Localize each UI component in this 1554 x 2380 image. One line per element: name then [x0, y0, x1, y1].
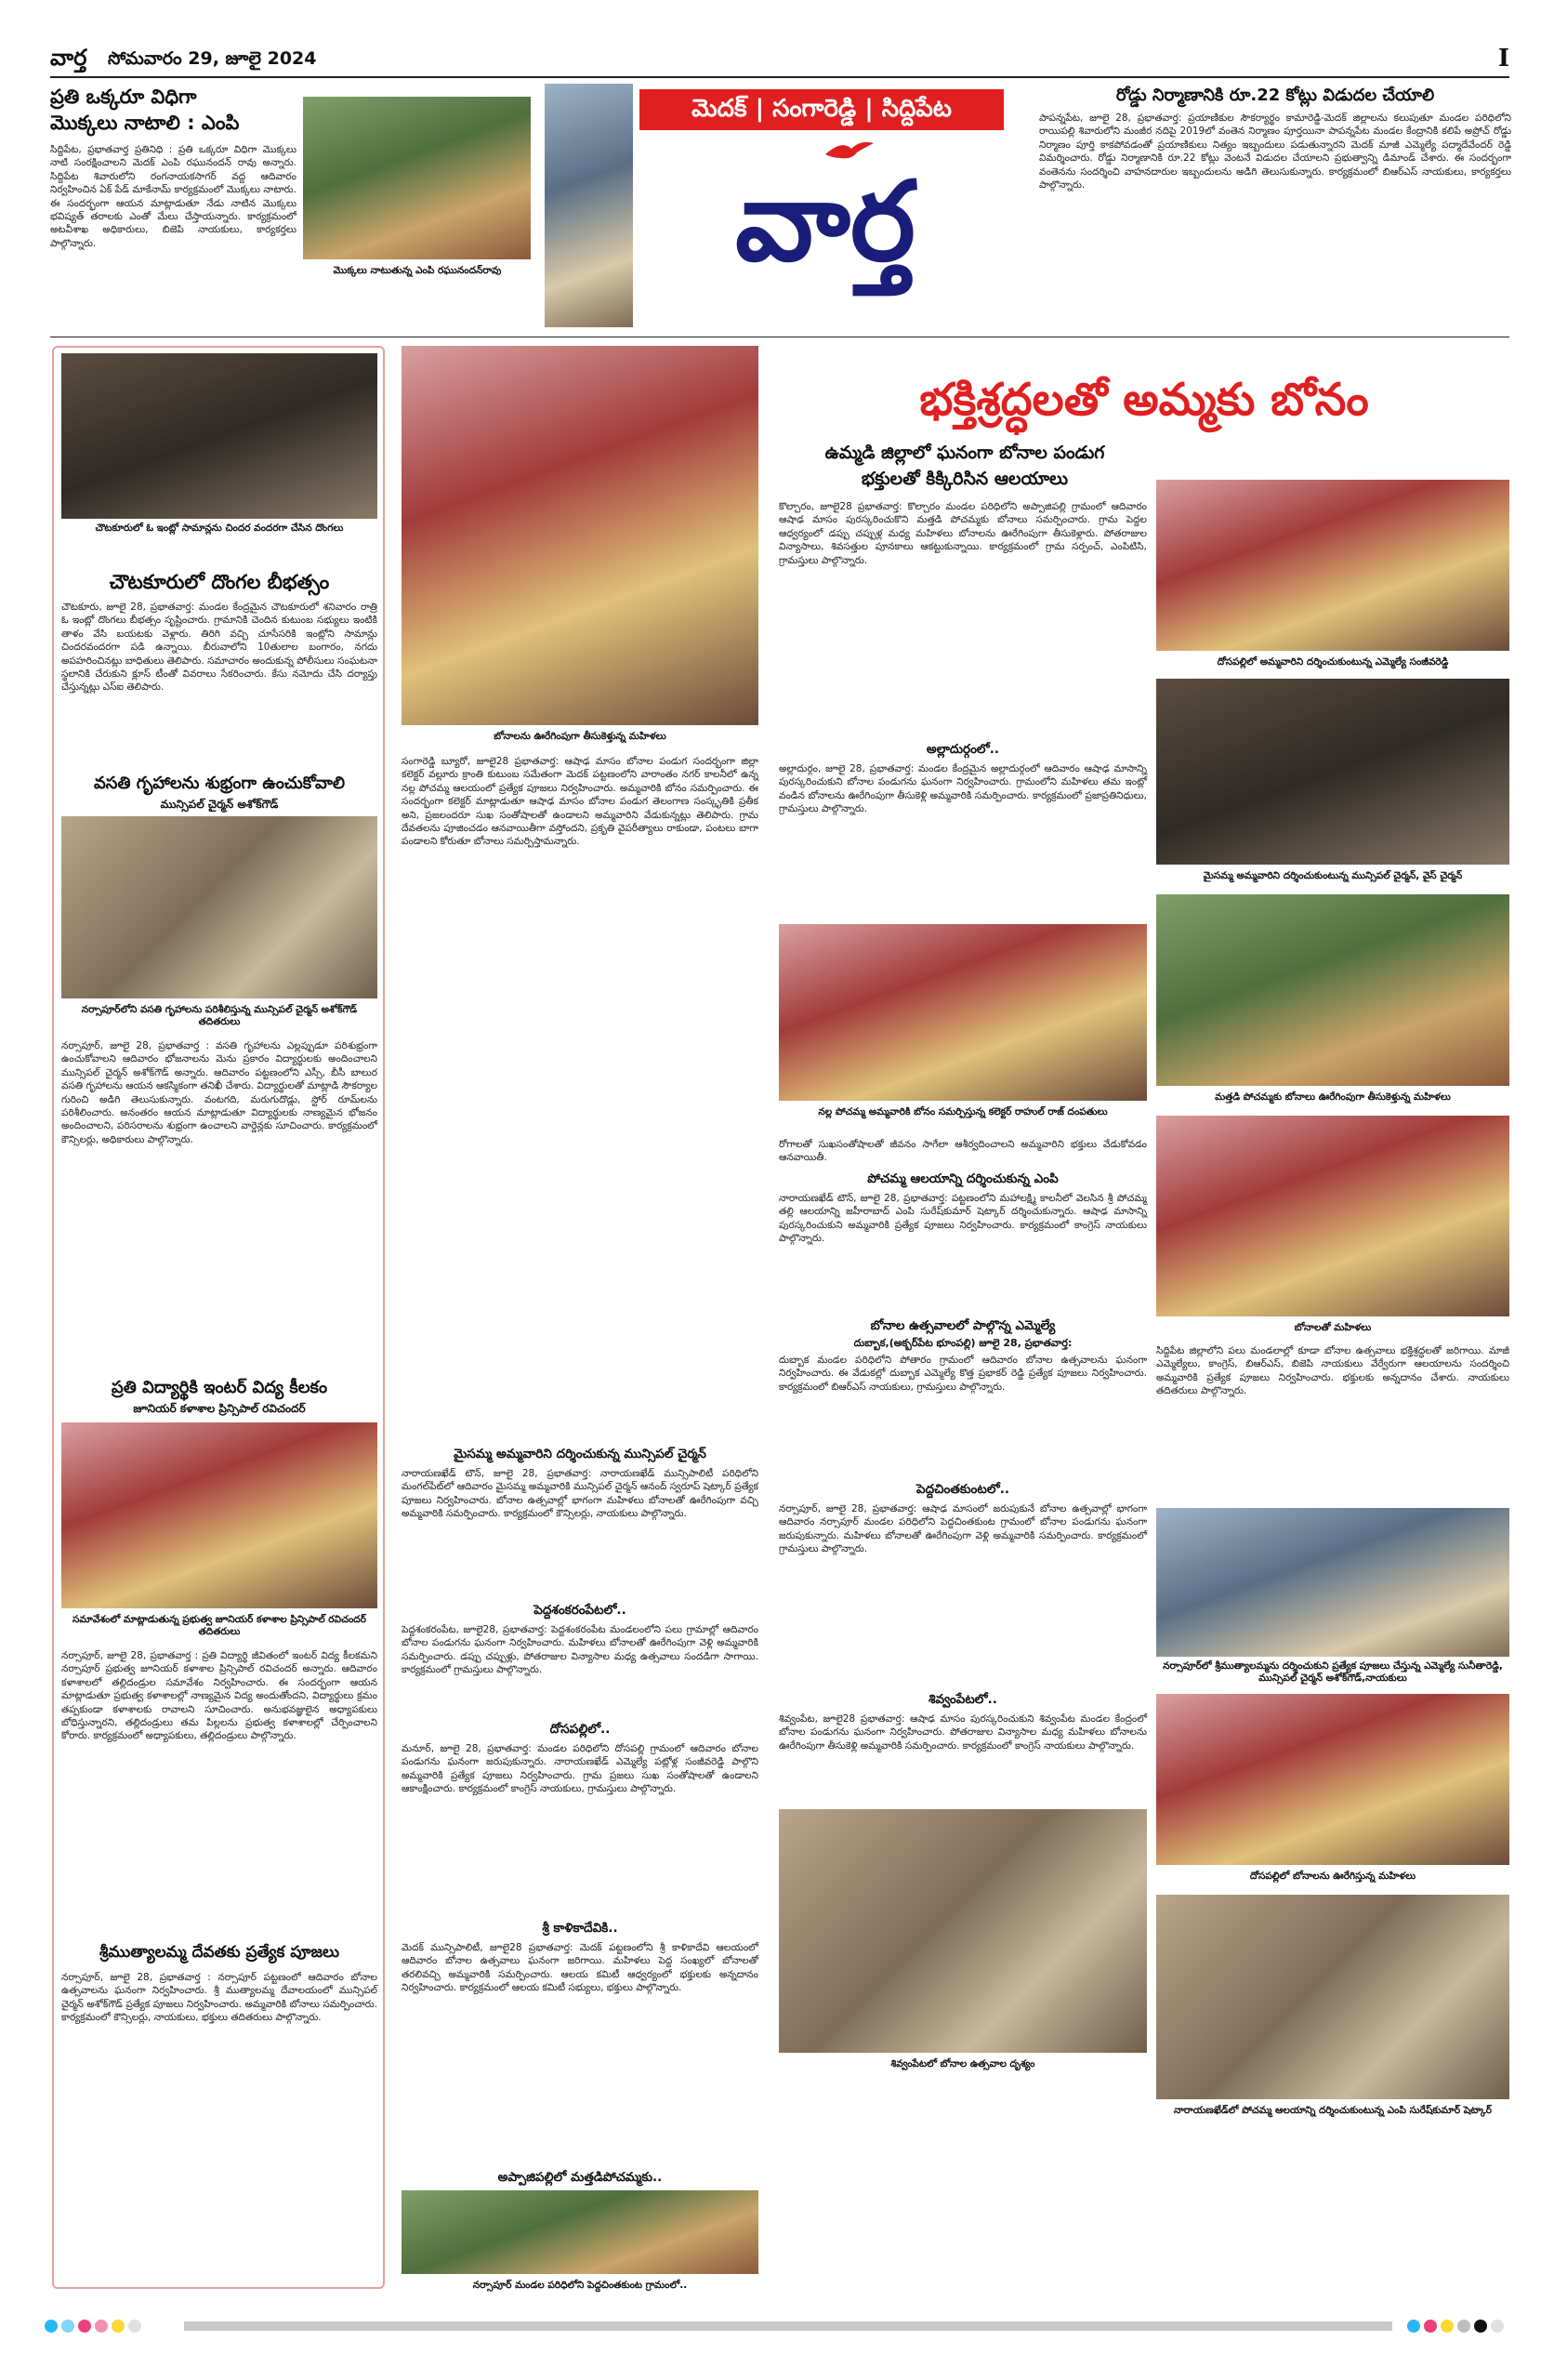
district-band	[639, 89, 1004, 130]
district-masthead	[545, 84, 1007, 327]
head-burglary: చౌటకూరులో దొంగల బీభత్సం	[109, 571, 330, 593]
reg-dot-yellow-r	[1441, 2320, 1454, 2333]
photo-inter	[61, 1422, 377, 1608]
photo-maisamma	[1156, 679, 1509, 865]
story-plant-trees	[50, 86, 533, 327]
photo-muthyalamma-mla	[1156, 1508, 1509, 1657]
body-kalikadevi: మెదక్ మున్సిపాలిటీ, జూలై28 ప్రభాతవార్త: మెదక్ పట్టణంలోని శ్రీ కాళికాదేవి ఆలయంలో ఆదివారం బోనాల ఉత్సవాలు ఘనంగా జరిగాయి. మహిళలు పెద్ద సంఖ్యలో బోనాలతో తరలివచ్చి అమ్మవారికి సమర్పించారు. ఆలయ కమిటీ ఆధ్వర్యంలో భక్తులకు అన్నదానం నిర్వహించారు. కార్యక్రమంలో ఆలయ కమిటీ సభ్యులు, భక్తులు పాల్గొన్నారు.	[402, 1942, 758, 1994]
head-muthyalamma: శ్రీముత్యాలమ్మ దేవతకు ప్రత్యేక పూజలు	[99, 1943, 339, 1962]
reg-gray-band	[184, 2321, 1392, 2331]
head-mp-visit: పోచమ్మ ఆలయాన్ని దర్శించుకున్న ఎంపి	[867, 1171, 1059, 1186]
body-peddashankarampet: పెద్దశంకరంపేట, జూలై28, ప్రభాతవార్త: పెద్దశంకరంపేట మండలంలోని పలు గ్రామాల్లో ఆదివారం బోనాల పండుగను ఘనంగా నిర్వహించారు. మహిళలు బోనాలతో ఊరేగింపుగా వెళ్లి అమ్మవారికి సమర్పించారు. డప్పు చప్పుళ్లు, పోతరాజుల విన్యాసాల మధ్య ఉత్సవాలు సందడిగా సాగాయి. కార్యక్రమంలో గ్రామస్తులు పాల్గొన్నారు.	[402, 1624, 758, 1676]
head-dosapalli: దోసపల్లిలో..	[549, 1722, 611, 1737]
photo-hostels	[61, 816, 377, 998]
print-registration-bar	[45, 2317, 1513, 2335]
photo1-caption: దోసపల్లిలో అమ్మవారిని దర్శించుకుంటున్న ఎమ్మెల్యే సంజీవరెడ్డి	[1217, 656, 1449, 668]
photo-mla-dosapalli	[1156, 480, 1509, 651]
photo-women-bonalu	[1156, 1116, 1509, 1316]
body-mp-visit: నారాయణఖేడ్ టౌన్, జూలై 28, ప్రభాతవార్త: పట్టణంలోని మహాలక్ష్మి కాలనీలో వెలసిన శ్రీ పోచమ్మ తల్లి ఆలయాన్ని జహీరాబాద్ ఎంపి సురేష్‌కుమార్ షెట్కార్ దర్శించుకున్నారు. ఆషాఢ మాసాన్ని పురస్కరించుకుని అమ్మవారికి ప్రత్యేక పూజలు నిర్వహించారు. కార్యక్రమంలో కాంగ్రెస్ నాయకులు పాల్గొన్నారు.	[779, 1193, 1147, 1245]
reg-dot-pink	[95, 2320, 108, 2333]
body-shivvampet: శివ్వంపేట, జూలై28 ప్రభాతవార్త: ఆషాఢ మాసం పురస్కరించుకుని శివ్వంపేట మండల కేంద్రంలో బోనాల పండుగను ఘనంగా నిర్వహించారు. పోతరాజుల విన్యాసాల మధ్య మహిళలు బోనాలను ఊరేగింపుగా తీసుకెళ్లి అమ్మవారికి సమర్పించారు. కార్యక్రమంలో కాంగ్రెస్ నాయకులు పాల్గొన్నారు.	[779, 1713, 1147, 1752]
body-kolcharam: కొల్చారం, జూలై28 ప్రభాతవార్త: కొల్చారం మండల పరిధిలోని అప్పాజిపల్లి గ్రామంలో ఆదివారం ఆషాఢ మాసం పురస్కరించుకొని మత్తడి పోచమ్మకు బోనాలు సమర్పించారు. గ్రామ పెద్దల ఆధ్వర్యంలో డప్పు చప్పుళ్ల మధ్య మహిళలు బోనాలను ఊరేగింపుగా తీసుకెళ్లారు. పోతరాజుల విన్యాసాలు, శివసత్తుల పూనకాలు ఆకట్టుకున్నాయి. కార్యక్రమంలో గ్రామ సర్పంచ్, ఎంపిటిసి, గ్రామస్తులు పాల్గొన్నారు.	[779, 501, 1147, 566]
reg-dot-sky	[61, 2320, 74, 2333]
page-number: I	[1497, 45, 1509, 73]
story-road-funds	[1039, 86, 1511, 329]
head-shivvampet: శివ్వంపేటలో..	[928, 1692, 997, 1707]
head-alladurgam: అల్లాదుర్గంలో..	[926, 742, 1000, 757]
photo-peddachintakunta	[402, 2190, 758, 2274]
reg-dot-cyan	[45, 2320, 58, 2333]
reg-dot-light	[128, 2320, 141, 2333]
head-mla-bonalu: బోనాల ఉత్సవాలలో పాల్గొన్న ఎమ్మెల్యే	[870, 1318, 1056, 1333]
head-inter: ప్రతి విద్యార్థికి ఇంటర్ విద్య కీలకం	[111, 1378, 328, 1397]
photo1-caption: చౌటకూరులో ఓ ఇంట్లో సామాన్లను చిందర వందరగా చేసిన దొంగలు	[95, 522, 344, 534]
reg-dot-black-r	[1474, 2320, 1487, 2333]
sub-inter: జూనియర్ కళాశాల ప్రిన్సిపాల్ రవిచందర్	[133, 1402, 306, 1415]
photo3-caption: నర్సాపూర్ మండల పరిధిలోని పెద్దచింతకుంట గ్రామంలో..	[472, 2280, 688, 2291]
photo4-caption: బోనాలతో మహిళలు	[1294, 1322, 1372, 1333]
reg-dot-yellow	[112, 2320, 125, 2333]
body-muthyalamma: నర్సాపూర్, జూలై 28, ప్రభాతవార్త : నర్సాపూర్ పట్టణంలో ఆదివారం బోనాల ఉత్సవాలను ఘనంగా నిర్వహించారు. శ్రీ ముత్యాలమ్మ దేవాలయంలో మున్సిపల్ చైర్మన్ అశోక్‌గౌడ్ ప్రత్యేక పూజలు నిర్వహించారు. అమ్మవారికి బోనాలు సమర్పించారు. కార్యక్రమంలో కౌన్సిలర్లు, నాయకులు, భక్తులు తదితరులు పాల్గొన్నారు.	[61, 1972, 377, 2024]
body-peddachintakunta: నర్సాపూర్, జూలై 28, ప్రభాతవార్త: ఆషాఢ మాసంలో జరుపుకునే బోనాల ఉత్సవాల్లో భాగంగా ఆదివారం నర్సాపూర్ మండల పరిధిలోని పెద్దచింతకుంట గ్రామంలో బోనాల పండుగను ఘనంగా జరుపుకున్నారు. మహిళలు బోనాలతో ఊరేగింపుగా వెళ్లి అమ్మవారికి సమర్పించారు. కార్యక్రమంలో గ్రామస్తులు పాల్గొన్నారు.	[779, 1503, 1147, 1555]
headline-line2: మొక్కలు నాటాలి : ఎంపి	[50, 112, 240, 134]
photo2-caption: నల్ల పోచమ్మ అమ్మవారికి బోనం సమర్పిస్తున్న కలెక్టర్ రాహుల్ రాజ్ దంపతులు	[818, 1106, 1108, 1117]
body-blessing: రోగాలతో సుఖసంతోషాలతో జీవనం సాగేలా ఆశీర్వదించాలని అమ్మవారిని భక్తులు వేడుకోవడం ఆనవాయితీ.	[779, 1139, 1147, 1164]
body-collector: సంగారెడ్డి బ్యూరో, జూలై28 ప్రభాతవార్త: ఆషాఢ మాసం బోనాల పండుగ సందర్భంగా జిల్లా కలెక్టర్ వల్లూరు క్రాంతి కుటుంబ సమేతంగా మెదక్ పట్టణంలోని వారాంతం నగర్ కాలనీలో ఉన్న నల్ల పోచమ్మ ఆలయంలో ప్రత్యేక పూజలు నిర్వహించారు. అమ్మవారికి బోనం సమర్పించారు. ఈ సందర్భంగా కలెక్టర్ మాట్లాడుతూ ఆషాఢ మాసం బోనాల పండుగ తెలంగాణ సంస్కృతికి ప్రతీక అని, ప్రజలందరూ సుఖ సంతోషాలతో ఉండాలని అమ్మవారిని వేడుకున్నట్లు తెలిపారు. గ్రామ దేవతలను పూజించడం ఆనవాయితీగా వస్తోందని, ప్రకృతి వైపరీత్యాలు రాకుండా, పంటలు బాగా పండాలని కోరుతూ బోనాలు సమర్పిస్తామన్నారు.	[402, 756, 758, 848]
photo2-caption: నర్సాపూర్‌లోని వసతి గృహాలను పరిశీలిస్తున్న మున్సిపల్ చైర్మన్ అశోక్‌గౌడ్ తదితరులు	[81, 1004, 358, 1027]
photo-shivvampet	[779, 1809, 1147, 2053]
story-body: పాపన్నపేట, జూలై 28, ప్రభాతవార్త: ప్రయాణికుల సౌకర్యార్థం కామారెడ్డి-మెదక్ జిల్లాలను కలుపుతూ మండల పరిధిలోని రాయిపల్లి శివారులోని మంజీర నదిపై 2019లో వంతెన నిర్మాణం పూర్తయినా పాపన్నపేట మండల కేంద్రానికి కలిపే అప్రోచ్ రోడ్డు నిర్మాణం పూర్తి కాకపోవడంతో ప్రయాణికులు నిత్యం ఇబ్బందులు పడుతున్నారని మెదక్ మాజీ ఎమ్మెల్యే పద్మాదేవేందర్ రెడ్డి విమర్శించారు. రోడ్డు నిర్మాణానికి రూ.22 కోట్లు వెంటనే విడుదల చేయాలని ప్రభుత్వాన్ని డిమాండ్ చేశారు. ఈ సందర్భంగా వంతెనను సందర్శించి వాహనదారుల ఇబ్బందులను అడిగి తెలుసుకున్నారు. కార్యక్రమంలో బిఆర్ఎస్ నాయకులు, కార్యకర్తలు పాల్గొన్నారు.	[1039, 112, 1511, 192]
head-kalikadevi: శ్రీ కాళికాదేవికి..	[542, 1921, 618, 1936]
photo-caption: మొక్కలు నాటుతున్న ఎంపి రఘునందన్‌రావు	[333, 265, 502, 276]
story-body: సిద్దిపేట, ప్రభాతవార్త ప్రతినిధి : ప్రతి ఒక్కరూ విధిగా మొక్కలు నాటి సంరక్షించాలని మెదక్ ఎంపి రఘునందన్ రావు అన్నారు. సిద్దిపేట శివారులోని రంగనాయకసాగర్ వద్ద ఆదివారం నిర్వహించిన ఏక్ పేడ్ మాకేనామ్ కార్యక్రమంలో మొక్కలు నాటారు. ఈ సందర్భంగా ఆయన మాట్లాడుతూ నేడు నాటిన మొక్కలు భవిష్యత్ తరాలకు ఎంతో మేలు చేస్తాయన్నారు. కార్యక్రమంలో అటవీశాఖ అధికారులు, బిజెపి నాయకులు, కార్యకర్తలు పాల్గొన్నారు.	[50, 144, 296, 249]
photo5-caption: శివ్వంపేటలో బోనాల ఉత్సవాల దృశ్యం	[890, 2058, 1035, 2069]
headline-line1: ప్రతి ఒక్కరూ విధిగా	[50, 86, 197, 108]
photo-collector-couple	[779, 924, 1147, 1101]
head-hostels: వసతి గృహాలను శుభ్రంగా ఉంచుకోవాలి	[93, 774, 346, 793]
photo-bonalu-procession	[402, 346, 758, 725]
head-maisamma: మైసమ్మ అమ్మవారిని దర్శించుకున్న మున్సిపల్ చైర్మన్	[454, 1447, 706, 1461]
headline: రోడ్డు నిర్మాణానికి రూ.22 కోట్లు విడుదల చేయాలి	[1115, 86, 1435, 105]
body-burglary: చౌటకూరు, జూలై 28, ప్రభాతవార్త: మండల కేంద్రమైన చౌటకూరులో శనివారం రాత్రి ఓ ఇంట్లో దొంగలు బీభత్సం సృష్టించారు. గ్రామానికి చెందిన కుటుంబ సభ్యులు ఇంటికి తాళం వేసి బయటకు వెళ్లారు. తిరిగి వచ్చి చూసేసరికి ఇంట్లోని సామాన్లు చిందరవందరగా పడి ఉన్నాయి. బీరువాలోని 10తులాల బంగారం, నగదు అపహరించినట్లు బాధితులు తెలిపారు. సమాచారం అందుకున్న పోలీసులు సంఘటనా స్థలానికి చేరుకుని క్లూస్ టీంతో వివరాలు సేకరించారు. కేసు నమోదు చేసి దర్యాప్తు చేస్తున్నట్లు ఎస్ఐ తెలిపారు.	[61, 602, 377, 694]
sub-dubbaka: దుబ్బాక,(అక్బర్‌పేట భూంపల్లి) జూలై 28, ప్రభాతవార్త:	[853, 1337, 1073, 1349]
reg-dot-magenta-r	[1424, 2320, 1437, 2333]
photo-mattadi-pochamma	[1156, 894, 1509, 1086]
right-column-b	[1156, 443, 1511, 2311]
paper-name: వార్త	[50, 45, 87, 71]
paper-logo: వార్త	[735, 157, 915, 285]
photo2-caption: మైసమ్మ అమ్మవారిని దర్శించుకుంటున్న మున్సిపల్ చైర్మన్, వైస్ చైర్మన్	[1203, 870, 1463, 881]
subhead-2: భక్తులతో కిక్కిరిసిన ఆలయాలు	[861, 469, 1069, 489]
header-rule	[50, 76, 1509, 78]
body-mla-bonalu: దుబ్బాక మండల పరిధిలోని పోతారం గ్రామంలో ఆదివారం బోనాల ఉత్సవాలను ఘనంగా నిర్వహించారు. ఈ వేడుకల్లో దుబ్బాక ఎమ్మెల్యే కొత్త ప్రభాకర్ రెడ్డి ప్రత్యేక పూజలు నిర్వహించారు. కార్యక్రమంలో బిఆర్ఎస్ నాయకులు, గ్రామస్తులు పాల్గొన్నారు.	[779, 1355, 1147, 1393]
photo7-caption: దోసపల్లిలో బోనాలను ఊరేగిస్తున్న మహిళలు	[1249, 1871, 1416, 1882]
head-peddashankarampet: పెద్దశంకరంపేటలో..	[533, 1603, 626, 1618]
middle-column	[400, 346, 771, 2298]
body-alladurgam: అల్లాదుర్గం, జూలై 28, ప్రభాతవార్త: మండల కేంద్రమైన అల్లాదుర్గంలో ఆదివారం ఆషాఢ మాసాన్ని పురస్కరించుకుని బోనాల పండుగను ఘనంగా నిర్వహించారు. గ్రామంలోని మహిళలు తమ ఇంట్లో వండిన బోనాలను ఊరేగింపుగా తీసుకెళ్లి అమ్మవారికి సమర్పించారు. కార్యక్రమంలో ప్రజాప్రతినిధులు, గ్రామస్తులు పాల్గొన్నారు.	[779, 763, 1147, 815]
head-peddachintakunta: పెద్దచింతకుంటలో..	[916, 1482, 1009, 1497]
page-header	[50, 41, 1509, 74]
head-appajipalli: అప్పాజిపల్లిలో మత్తడిపోచమ్మకు..	[497, 2170, 663, 2185]
photo-planting	[303, 97, 531, 259]
body-hostels: నర్సాపూర్, జూలై 28, ప్రభాతవార్త : వసతి గృహాలను ఎల్లప్పుడూ పరిశుభ్రంగా ఉంచుకోవాలని ఆదివారం భోజనాలను మెను ప్రకారం విద్యార్థులకు అందించాలని మున్సిపల్ చైర్మన్ అశోక్‌గౌడ్ అన్నారు. ఆదివారం పట్టణంలోని ఎస్సీ, బీసీ బాలుర వసతి గృహాలను ఆయన ఆకస్మికంగా తనిఖీ చేశారు. విద్యార్థులతో మాట్లాడి సౌకర్యాల గురించి అడిగి తెలుసుకున్నారు. వంటగది, మరుగుదొడ్లు, స్టోర్ రూమ్‌లను పరిశీలించారు. అనంతరం ఆయన మాట్లాడుతూ విద్యార్థులకు నాణ్యమైన భోజనం అందించాలని, పరిసరాలను శుభ్రంగా ఉంచాలని వార్డెన్లకు సూచించారు. కార్యక్రమంలో కౌన్సిలర్లు, అధికారులు పాల్గొన్నారు.	[61, 1040, 377, 1145]
reg-dot-light-r	[1491, 2320, 1504, 2333]
masthead-photo-tower	[545, 84, 633, 327]
main-headline: భక్తిశ్రద్ధలతో అమ్మకు బోనం	[919, 374, 1369, 426]
district-names: మెదక్ | సంగారెడ్డి | సిద్దిపేట	[691, 95, 952, 123]
photo1-caption: బోనాలను ఊరేగింపుగా తీసుకెళ్తున్న మహిళలు	[494, 731, 666, 742]
photo-burglary	[61, 353, 377, 519]
photo6-caption: నర్సాపూర్‌లో శ్రీముత్యాలమ్మను దర్శించుకుని ప్రత్యేక పూజలు చేస్తున్న ఎమ్మెల్యే సునీతారెడ్డి, మున్సిపల్ చైర్మన్ అశోక్‌గౌడ్,నాయకులు	[1163, 1660, 1503, 1684]
right-column-a	[779, 443, 1151, 2298]
issue-date: సోమవారం 29, జూలై 2024	[108, 48, 317, 69]
photo3-caption: సమావేశంలో మాట్లాడుతున్న ప్రభుత్వ జూనియర్ కళాశాల ప్రిన్సిపాల్ రవిచందర్ తదితరులు	[72, 1614, 366, 1637]
photo8-caption: నారాయణఖేడ్‌లో పోచమ్మ ఆలయాన్ని దర్శించుకుంటున్న ఎంపి సురేష్‌కుమార్ షెట్కార్	[1174, 2105, 1492, 2116]
reg-dot-cyan-r	[1407, 2320, 1420, 2333]
reg-dot-magenta	[78, 2320, 91, 2333]
body-siddipet: సిద్దిపేట జిల్లాలోని పలు మండలాల్లో కూడా బోనాల ఉత్సవాలు భక్తిశ్రద్ధలతో జరిగాయి. మాజీ ఎమ్మెల్యేలు, కాంగ్రెస్, బిఆర్ఎస్, బిజెపి నాయకులు వేర్వేరుగా ఆలయాలను సందర్శించి అమ్మవారికి ప్రత్యేక పూజలు నిర్వహించారు. భక్తులకు అన్నదానం చేశారు. నాయకులు తదితరులు పాల్గొన్నారు.	[1156, 1345, 1509, 1397]
body-inter: నర్సాపూర్, జూలై 28, ప్రభాతవార్త : ప్రతి విద్యార్థి జీవితంలో ఇంటర్ విద్య కీలకమని నర్సాపూర్ ప్రభుత్వ జూనియర్ కళాశాల ప్రిన్సిపాల్ రవిచందర్ అన్నారు. ఆదివారం కళాశాలలో తల్లిదండ్రుల సమావేశం నిర్వహించారు. ఈ సందర్భంగా ఆయన మాట్లాడుతూ ప్రభుత్వ కళాశాలల్లో నాణ్యమైన విద్య అందుతోందని, విద్యార్థులు క్రమం తప్పకుండా కళాశాలకు రావాలని సూచించారు. అనుభవజ్ఞులైన అధ్యాపకులు బోధిస్తున్నారని, తల్లిదండ్రులు తమ పిల్లలను ప్రభుత్వ కళాశాలల్లో చేర్పించాలని కోరారు. కార్యక్రమంలో అధ్యాపకులు, తల్లిదండ్రులు పాల్గొన్నారు.	[61, 1650, 377, 1742]
reg-dot-gray-r	[1457, 2320, 1470, 2333]
left-column-box	[52, 346, 385, 2289]
body-dosapalli: మనూర్, జూలై 28, ప్రభాతవార్త: మండల పరిధిలోని దోసపల్లి గ్రామంలో ఆదివారం బోనాల పండుగను ఘనంగా జరుపుకున్నారు. నారాయణఖేడ్ ఎమ్మెల్యే పట్లోళ్ల సంజీవరెడ్డి పాల్గొని అమ్మవారికి ప్రత్యేక పూజలు నిర్వహించారు. గ్రామ ప్రజలు సుఖ సంతోషాలతో ఉండాలని ఆకాంక్షించారు. కార్యక్రమంలో కాంగ్రెస్ నాయకులు, గ్రామస్తులు పాల్గొన్నారు.	[402, 1743, 758, 1795]
photo3-caption: మత్తడి పోచమ్మకు బోనాలు ఊరేగింపుగా తీసుకెళ్తున్న మహిళలు	[1215, 1091, 1451, 1103]
photo-dosapalli-women	[1156, 1694, 1509, 1865]
photo-mp-pochamma	[1156, 1895, 1509, 2099]
subhead-1: ఉమ్మడి జిల్లాలో ఘనంగా బోనాల పండుగ	[824, 443, 1105, 463]
body-maisamma: నారాయణఖేడ్ టౌన్, జూలై 28, ప్రభాతవార్త: నారాయణఖేడ్ మున్సిపాలిటీ పరిధిలోని మంగల్‌పేట్‌లో ఆదివారం మైసమ్మ అమ్మవారికి మున్సిపల్ చైర్మన్ ఆనంద్ స్వరూప్ షెట్కార్ ప్రత్యేక పూజలు నిర్వహించారు. బోనాల ఉత్సవాల్లో భాగంగా మహిళలు బోనాలతో ఊరేగింపుగా వచ్చి అమ్మవారికి సమర్పించారు. కార్యక్రమంలో కౌన్సిలర్లు, నాయకులు పాల్గొన్నారు.	[402, 1468, 758, 1520]
sub-hostels: మున్సిపల్ చైర్మన్ అశోక్‌గౌడ్	[160, 798, 279, 811]
